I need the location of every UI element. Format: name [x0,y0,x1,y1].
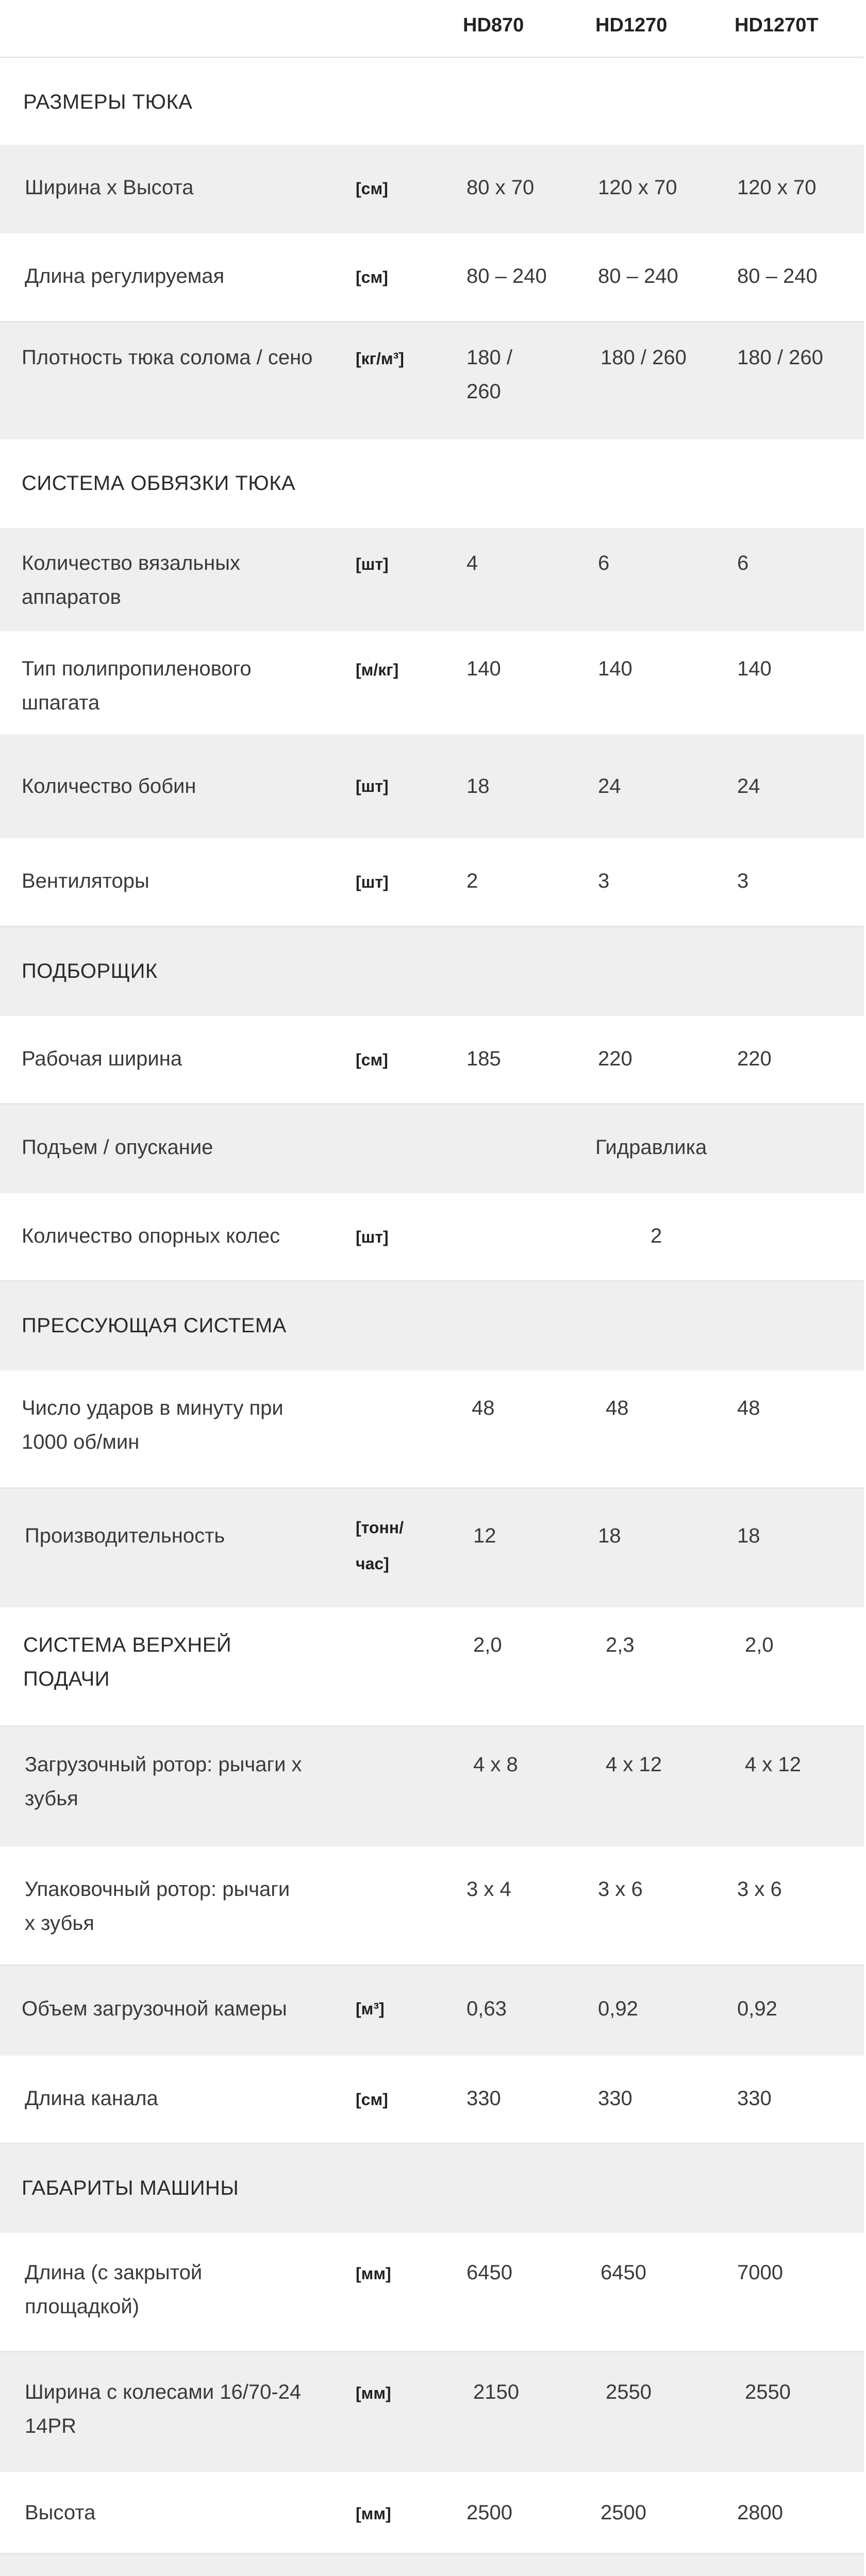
row-unit: [кг/м³] [356,349,404,368]
row-label: Ширина x Высота [25,176,194,199]
value-hd1270t: 2,0 [745,1634,774,1656]
row-label: Высота [25,2501,96,2524]
value-hd1270t: 180 / 260 [737,346,823,369]
table-row-wheels [0,1193,864,1282]
value-hd1270: 2,3 [606,1634,635,1656]
row-label: Объем загрузочной камеры [22,1997,287,2020]
table-row-packing-rotor [0,1846,864,1966]
column-header-hd1270: HD1270 [595,14,668,36]
value-all-models: Гидравлика [595,1136,707,1159]
section-title: СИСТЕМА ВЕРХНЕЙ ПОДАЧИ [23,1634,232,1690]
value-hd1270: 6450 [601,2261,646,2284]
row-label: Ширина с колесами 16/70-24 14PR [25,2381,302,2437]
value-hd1270t: 3 [737,870,749,892]
table-row-twine [0,631,864,734]
value-hd1270: 2500 [601,2501,646,2524]
row-unit: [мм] [356,2384,391,2402]
table-header [0,0,864,58]
value-hd1270 [601,2570,719,2576]
value-hd870: 2150 [473,2381,519,2403]
table-row-length [0,233,864,323]
table-row-strokes [0,1370,864,1489]
value-hd1270: 4 x 12 [606,1753,662,1776]
value-hd870 [467,2570,585,2576]
row-label: Производительность [25,1524,225,1547]
value-hd1270: 140 [598,657,632,680]
row-label: Упаковочный ротор: рычаги x зубья [25,1878,290,1935]
value-hd1270: 0,92 [598,1997,638,2020]
row-label: Число ударов в минуту при 1000 об/мин [22,1397,284,1453]
section-pickup [0,927,864,1016]
row-unit: [см] [356,1050,388,1069]
row-label: Количество бобин [22,775,196,798]
value-hd870: 2 [467,870,478,892]
value-hd1270: 48 [606,1397,629,1419]
column-header-hd1270t: HD1270T [735,14,819,36]
section-title: ПОДБОРЩИК [22,960,158,982]
section-top-feed [0,1607,864,1727]
value-hd1270: 330 [598,2087,632,2110]
row-unit: [см] [356,268,388,286]
row-label: Подъем / опускание [22,1136,213,1159]
row-unit: [шт] [356,873,389,891]
value-hd1270: 80 – 240 [598,265,678,287]
value-hd870: 12 [473,1524,496,1547]
row-unit: [мм] [356,2264,391,2283]
section-title: СИСТЕМА ОБВЯЗКИ ТЮКА [22,472,296,495]
row-unit: [шт] [356,777,389,795]
value-hd870: 3 x 4 [467,1878,511,1901]
row-label: Вентиляторы [22,870,149,892]
value-hd1270t: 24 [737,775,760,798]
section-bale-size [0,58,864,145]
table-row-loading-rotor [0,1727,864,1846]
value-hd870: 80 – 240 [467,265,547,287]
value-hd870: 2,0 [473,1634,502,1656]
value-hd1270t: 2800 [737,2501,783,2524]
section-press [0,1282,864,1370]
table-row-knotters [0,528,864,631]
table-row-lift [0,1105,864,1193]
row-unit: [м³] [356,1999,385,2018]
table-row-capacity [0,1489,864,1607]
row-label: Загрузочный ротор: рычаги x зубья [25,1753,302,1810]
value-hd1270t: 120 x 70 [737,176,817,199]
value-hd1270t: 80 – 240 [737,265,818,287]
value-hd870: 18 [467,775,490,798]
row-unit: [мм] [356,2504,391,2523]
value-hd1270t: 140 [737,657,772,680]
value-hd1270t: 6 [737,552,749,574]
table-row-height [0,2472,864,2554]
value-hd1270: 24 [598,775,621,798]
table-row-machine-width [0,2352,864,2472]
table-row-work-width [0,1016,864,1105]
value-hd1270t: 7000 [737,2261,783,2284]
row-unit: [см] [356,2090,388,2109]
value-hd870: 4 x 8 [473,1753,518,1776]
value-hd1270: 2550 [606,2381,652,2403]
value-hd1270: 220 [598,1047,632,1070]
value-hd1270t: 2550 [745,2381,791,2403]
value-hd1270t [737,2570,861,2576]
table-row-density [0,323,864,439]
value-hd870: 180 / 260 [467,346,512,403]
row-unit [356,2570,428,2576]
section-title: ГАБАРИТЫ МАШИНЫ [22,2177,239,2199]
value-hd1270: 3 [598,870,610,892]
table-row-chamber [0,1966,864,2056]
value-hd1270: 3 x 6 [598,1878,643,1901]
value-hd1270: 120 x 70 [598,176,677,199]
value-hd870: 4 [467,552,478,574]
row-unit: [тонн/час] [356,1518,404,1573]
value-hd870: 140 [467,657,501,680]
value-hd870: 48 [472,1397,495,1419]
section-title: ПРЕССУЮЩАЯ СИСТЕМА [22,1314,287,1337]
row-label: Длина регулируемая [25,265,225,287]
value-hd1270t: 4 x 12 [745,1753,801,1776]
value-hd1270t: 48 [737,1397,760,1419]
table-row-spools [0,734,864,838]
row-label: Рабочая ширина [22,1047,182,1070]
row-label: Количество вязальных аппаратов [22,552,240,608]
value-hd870: 0,63 [467,1997,507,2020]
value-hd1270t: 330 [737,2087,772,2110]
column-header-hd870: HD870 [463,14,524,36]
value-hd870: 185 [467,1047,501,1070]
row-label: Длина (с закрытой площадкой) [25,2261,203,2318]
value-hd1270: 6 [598,552,610,574]
value-hd1270: 18 [598,1524,621,1547]
value-hd1270: 180 / 260 [601,346,687,369]
section-tying [0,439,864,528]
row-unit: [шт] [356,555,389,573]
value-hd870: 330 [467,2087,501,2110]
row-unit: [см] [356,179,388,198]
row-label: Плотность тюка солома / сено [22,346,313,369]
table-row-width-height [0,145,864,233]
value-hd870: 80 x 70 [467,176,535,199]
value-hd1270t: 0,92 [737,1997,777,2020]
table-row-fans [0,838,864,927]
row-label: Тип полипропиленового шпагата [22,657,252,714]
table-row-mass [0,2554,864,2576]
value-all-models: 2 [651,1225,662,1247]
value-hd870: 6450 [467,2261,512,2284]
row-label: Длина канала [25,2087,158,2110]
row-unit: [шт] [356,1228,389,1246]
section-title: РАЗМЕРЫ ТЮКА [23,91,193,113]
row-label [25,2570,329,2576]
value-hd1270t: 220 [737,1047,772,1070]
value-hd1270t: 18 [737,1524,760,1547]
row-label: Количество опорных колес [22,1225,280,1247]
table-row-channel [0,2056,864,2144]
table-row-machine-length [0,2233,864,2352]
row-unit: [м/кг] [356,660,399,679]
section-dimensions [0,2144,864,2233]
value-hd1270t: 3 x 6 [737,1878,782,1901]
value-hd870: 2500 [467,2501,512,2524]
